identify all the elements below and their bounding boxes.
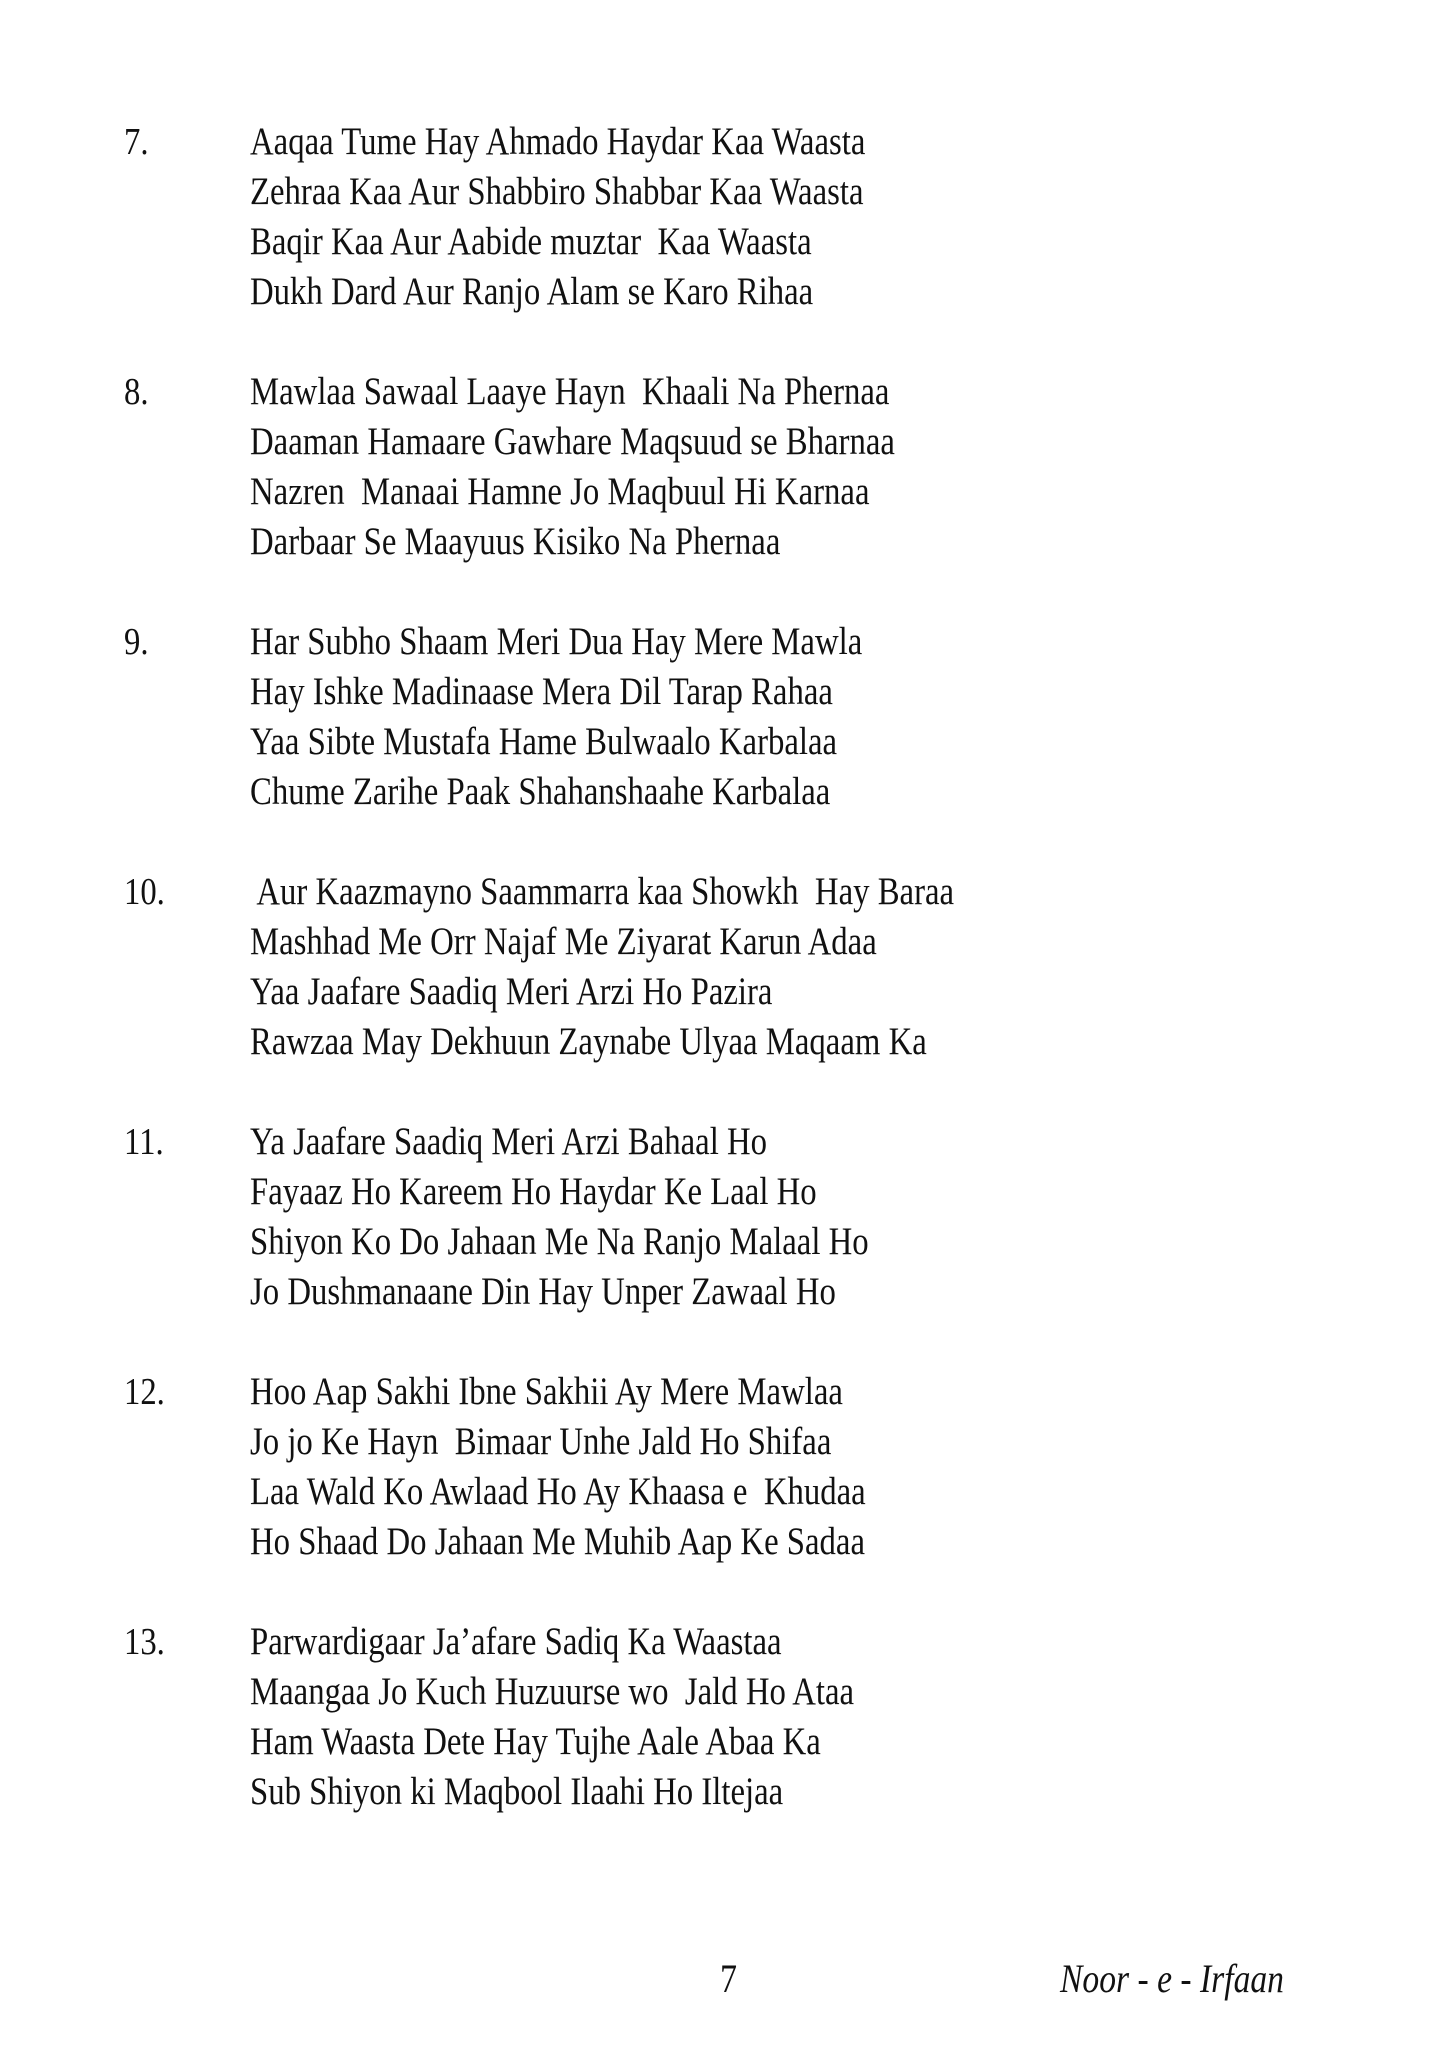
verse-line: Ya Jaafare Saadiq Meri Arzi Bahaal Ho xyxy=(250,1120,768,1163)
verse-line: Zehraa Kaa Aur Shabbiro Shabbar Kaa Waasta xyxy=(250,170,864,213)
stanza-number: 11. xyxy=(124,1121,164,1163)
stanza-lines xyxy=(250,867,1088,1067)
verse-line: Dukh Dard Aur Ranjo Alam se Karo Rihaa xyxy=(250,270,814,313)
verse-line: Shiyon Ko Do Jahaan Me Na Ranjo Malaal Ho xyxy=(250,1220,869,1263)
book-title: Noor - e - Irfaan xyxy=(1060,1956,1284,2001)
stanza-number: 12. xyxy=(124,1371,165,1413)
verse-line: Parwardigaar Ja’afare Sadiq Ka Waastaa xyxy=(250,1620,782,1663)
stanza xyxy=(0,1367,1446,1567)
verse-line: Ho Shaad Do Jahaan Me Muhib Aap Ke Sadaa xyxy=(250,1520,866,1563)
verse-line: Rawzaa May Dekhuun Zaynabe Ulyaa Maqaam Ka xyxy=(250,1020,927,1063)
verse-line: Aaqaa Tume Hay Ahmado Haydar Kaa Waasta xyxy=(250,120,866,163)
stanza-number: 9. xyxy=(124,621,149,663)
stanza-lines xyxy=(250,1367,983,1567)
verse-line: Sub Shiyon ki Maqbool Ilaahi Ho Iltejaa xyxy=(250,1770,784,1813)
verse-line: Maangaa Jo Kuch Huzuurse wo Jald Ho Ataa xyxy=(250,1670,855,1713)
verse-line: Chume Zarihe Paak Shahanshaahe Karbalaa xyxy=(250,770,831,813)
verse-line: Hoo Aap Sakhi Ibne Sakhii Ay Mere Mawlaa xyxy=(250,1370,843,1413)
verse-line: Mashhad Me Orr Najaf Me Ziyarat Karun Adaa xyxy=(250,920,877,963)
stanza xyxy=(0,617,1446,817)
stanza-lines xyxy=(250,1617,969,1817)
stanza-lines xyxy=(250,617,979,817)
verse-line: Yaa Sibte Mustafa Hame Bulwaalo Karbalaa xyxy=(250,720,838,763)
verse-line: Baqir Kaa Aur Aabide muztar Kaa Waasta xyxy=(250,220,812,263)
verse-line: Jo jo Ke Hayn Bimaar Unhe Jald Ho Shifaa xyxy=(250,1420,832,1463)
stanza xyxy=(0,117,1446,317)
verse-line: Hay Ishke Madinaase Mera Dil Tarap Rahaa xyxy=(250,670,833,713)
verse-line: Laa Wald Ko Awlaad Ho Ay Khaasa e Khudaa xyxy=(250,1470,866,1513)
verse-line: Nazren Manaai Hamne Jo Maqbuul Hi Karnaa xyxy=(250,470,870,513)
verse-line: Yaa Jaafare Saadiq Meri Arzi Ho Pazira xyxy=(250,970,773,1013)
verse-line: Jo Dushmanaane Din Hay Unper Zawaal Ho xyxy=(250,1270,836,1313)
stanza-lines xyxy=(250,367,1018,567)
verse-line: Fayaaz Ho Kareem Ho Haydar Ke Laal Ho xyxy=(250,1170,817,1213)
stanza-number: 13. xyxy=(124,1621,165,1663)
verse-line: Darbaar Se Maayuus Kisiko Na Phernaa xyxy=(250,520,781,563)
verse-line: Daaman Hamaare Gawhare Maqsuud se Bharnaa xyxy=(250,420,895,463)
stanza xyxy=(0,1117,1446,1317)
stanza-lines xyxy=(250,117,983,317)
verse-line: Mawlaa Sawaal Laaye Hayn Khaali Na Phernaa xyxy=(250,370,890,413)
stanza-number: 10. xyxy=(124,871,165,913)
verse-line: Aur Kaazmayno Saammarra kaa Showkh Hay Baraa xyxy=(250,870,955,913)
verse-line: Ham Waasta Dete Hay Tujhe Aale Abaa Ka xyxy=(250,1720,821,1763)
stanza xyxy=(0,1617,1446,1817)
stanza-number: 7. xyxy=(124,121,149,163)
page-number: 7 xyxy=(720,1956,737,2001)
stanza xyxy=(0,867,1446,1067)
stanza-lines xyxy=(250,1117,987,1317)
stanza xyxy=(0,367,1446,567)
stanza-number: 8. xyxy=(124,371,149,413)
verse-line: Har Subho Shaam Meri Dua Hay Mere Mawla xyxy=(250,620,863,663)
